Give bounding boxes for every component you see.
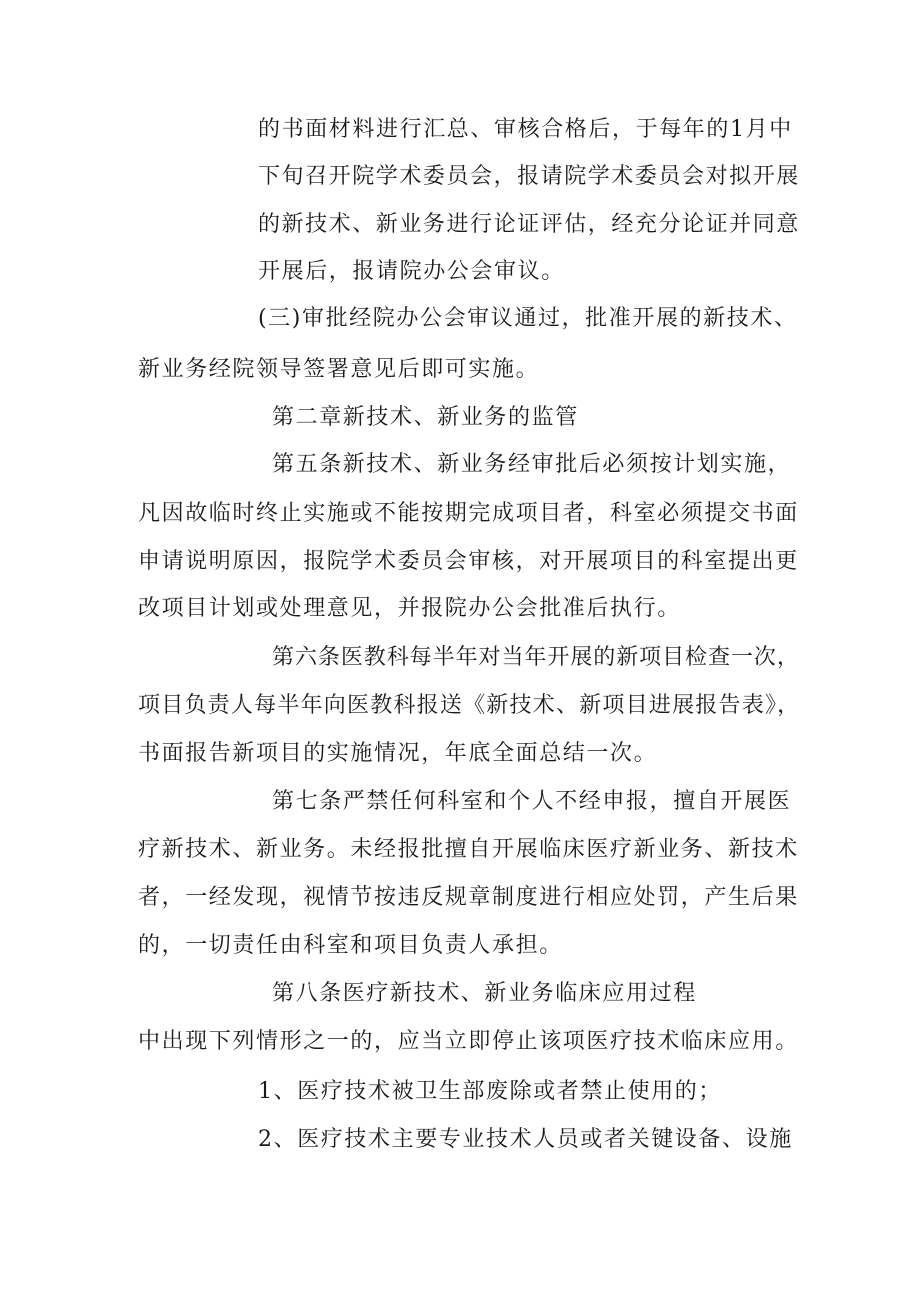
text-line-15: 第七条严禁任何科室和个人不经申报，擅自开展医 xyxy=(272,789,792,814)
text-line-5: (三)审批经院办公会审议通过，批准开展的新技术、 xyxy=(258,306,798,331)
list-item-1: 1、医疗技术被卫生部废除或者禁止使用的； xyxy=(258,1079,722,1104)
text-line-16: 疗新技术、新业务。未经报批擅自开展临床医疗新业务、新技术 xyxy=(138,837,799,862)
text-line-12: 第六条医教科每半年对当年开展的新项目检查一次， xyxy=(272,645,800,670)
text-line-8: 第五条新技术、新业务经审批后必须按计划实施， xyxy=(272,452,792,477)
text-line-3: 的新技术、新业务进行论证评估，经充分论证并同意 xyxy=(258,212,800,237)
text-line-10: 申请说明原因，报院学术委员会审核，对开展项目的科室提出更 xyxy=(138,549,799,574)
text-line-20: 中出现下列情形之一的，应当立即停止该项医疗技术临床应用。 xyxy=(138,1029,799,1054)
text-line-19: 第八条医疗新技术、新业务临床应用过程 xyxy=(272,981,697,1006)
text-line-6: 新业务经院领导签署意见后即可实施。 xyxy=(138,357,540,382)
text-line-13: 项目负责人每半年向医教科报送《新技术、新项目进展报告表》， xyxy=(138,693,801,718)
text-line-9: 凡因故临时终止实施或不能按期完成项目者，科室必须提交书面 xyxy=(138,501,799,526)
chapter-heading: 第二章新技术、新业务的监管 xyxy=(272,405,579,430)
text-line-2: 下旬召开院学术委员会，报请院学术委员会对拟开展 xyxy=(258,164,800,189)
text-line-1: 的书面材料进行汇总、审核合格后，于每年的1月中 xyxy=(258,117,793,142)
text-line-18: 的，一切责任由科室和项目负责人承担。 xyxy=(138,933,563,958)
text-line-17: 者，一经发现，视情节按违反规章制度进行相应处罚，产生后果 xyxy=(138,885,799,910)
list-item-2: 2、医疗技术主要专业技术人员或者关键设备、设施 xyxy=(258,1127,793,1152)
text-line-4: 开展后，报请院办公会审议。 xyxy=(258,259,565,284)
text-line-14: 书面报告新项目的实施情况，年底全面总结一次。 xyxy=(138,741,658,766)
text-line-11: 改项目计划或处理意见，并报院办公会批准后执行。 xyxy=(138,596,681,621)
